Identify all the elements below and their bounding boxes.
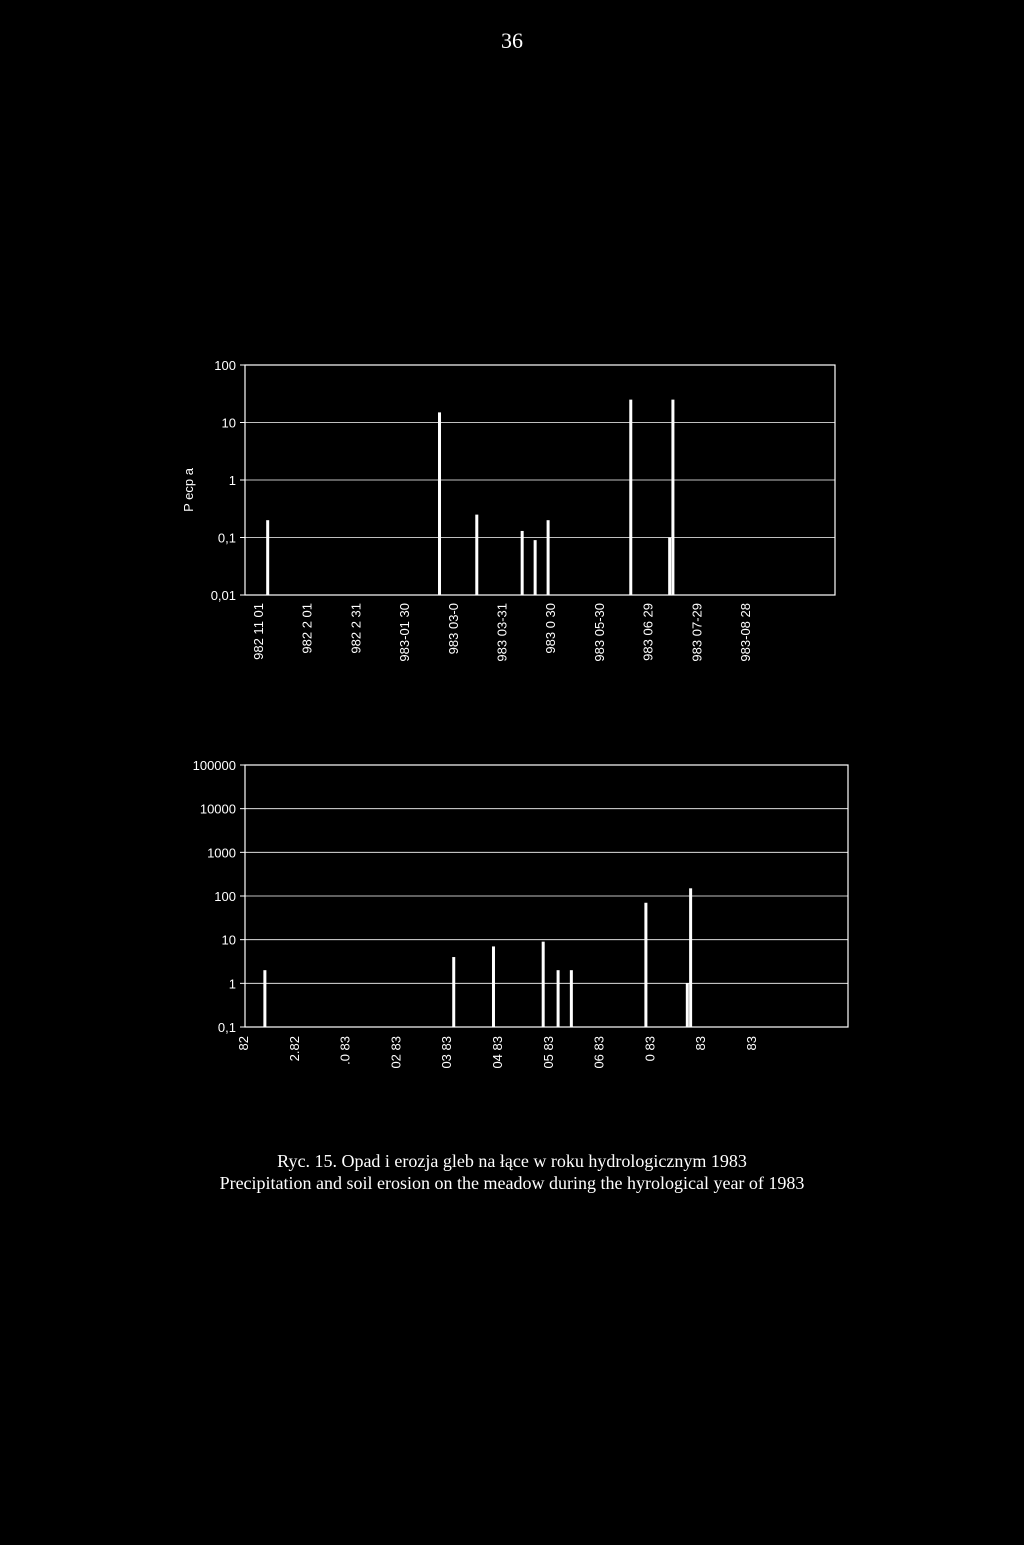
erosion-chart xyxy=(0,740,1024,1120)
y-tick-label: 1 xyxy=(228,976,236,992)
precipitation-chart xyxy=(0,340,1024,720)
bar xyxy=(438,412,441,595)
x-tick-label: 83 xyxy=(693,1036,709,1051)
bar xyxy=(668,538,671,596)
x-tick-label: 982 2 31 xyxy=(348,603,364,654)
y-tick-label: 10 xyxy=(221,415,236,431)
x-tick-label: 983 05-30 xyxy=(591,603,607,662)
bar xyxy=(557,970,560,1027)
x-tick-label: 982 2 01 xyxy=(299,603,315,654)
y-tick-label: 1 xyxy=(228,473,236,488)
y-tick-label: 10 xyxy=(221,932,236,948)
bar xyxy=(689,888,692,1027)
x-tick-label: .0 83 xyxy=(337,1036,353,1065)
bar xyxy=(570,970,573,1027)
bar xyxy=(644,903,647,1027)
y-tick-label: 10000 xyxy=(199,801,236,817)
y-tick-label: 0,1 xyxy=(217,1020,236,1035)
x-tick-label: 04 83 xyxy=(490,1036,505,1069)
bar xyxy=(671,400,674,595)
x-tick-label: 982 11 01 xyxy=(251,603,266,660)
x-tick-label: 83 xyxy=(744,1036,759,1051)
caption-polish: Ryc. 15. Opad i erozja gleb na łące w roku hydrologicznym 1983 xyxy=(277,1151,747,1171)
x-tick-label: 983 03-31 xyxy=(494,603,510,662)
y-axis-label: P ecp a xyxy=(181,468,196,512)
x-tick-label: 983 03-0 xyxy=(445,603,461,655)
bar xyxy=(629,400,632,595)
x-tick-label: 983-08 28 xyxy=(738,603,753,662)
y-tick-label: 100000 xyxy=(192,758,236,773)
bar xyxy=(521,531,524,595)
bar xyxy=(547,520,550,595)
y-tick-label: 1000 xyxy=(207,845,236,861)
x-tick-label: 983-01 30 xyxy=(397,603,413,662)
bar xyxy=(452,957,455,1027)
bar xyxy=(266,520,269,595)
y-tick-label: 100 xyxy=(214,889,236,904)
x-tick-label: 0 83 xyxy=(642,1036,658,1062)
x-tick-label: 02 83 xyxy=(388,1036,404,1069)
bar xyxy=(686,983,689,1027)
y-tick-label: 0,1 xyxy=(217,530,236,546)
caption-english: Precipitation and soil erosion on the meadow during the hyrological year of 1983 xyxy=(219,1173,805,1193)
page-number: 36 xyxy=(501,28,523,53)
x-tick-label: 82 xyxy=(236,1036,251,1051)
y-tick-label: 100 xyxy=(214,358,236,373)
y-tick-label: 0,01 xyxy=(210,588,236,603)
x-tick-label: 06 83 xyxy=(591,1036,607,1069)
figure-caption xyxy=(0,1150,1024,1194)
x-tick-label: 983 06 29 xyxy=(640,603,656,661)
bar xyxy=(492,946,495,1027)
x-tick-label: 983 07-29 xyxy=(689,603,705,662)
bar xyxy=(534,540,537,595)
x-tick-label: 2.82 xyxy=(286,1036,302,1062)
bar xyxy=(542,942,545,1027)
bar xyxy=(475,515,478,595)
x-tick-label: 03 83 xyxy=(439,1036,455,1069)
bar xyxy=(263,970,266,1027)
x-tick-label: 05 83 xyxy=(540,1036,556,1069)
x-tick-label: 983 0 30 xyxy=(543,603,559,654)
